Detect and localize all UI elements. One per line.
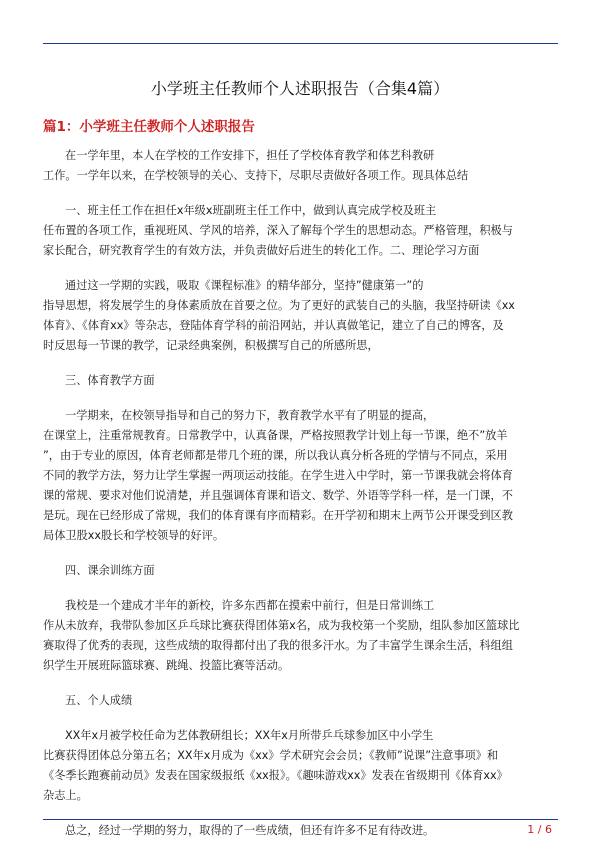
paragraph-line: 指导思想，将发展学生的身体素质放在首要之位。为了更好的武装自己的头脑，我坚持研读《xx	[43, 299, 515, 312]
section-heading	[43, 691, 558, 711]
paragraph-line: XX年x月被学校任命为艺体教研组长；XX年x月所带乒乓球参加区中小学生	[65, 729, 434, 742]
paragraph-line: 课的常规、要求对他们说清楚，并且强调体育课和语文、数学、外语等学科一样，是一门课，不	[43, 489, 513, 502]
paragraph-line: 一、班主任工作在担任x年级x班副班主任工作中，做到认真完成学校及班主	[65, 204, 437, 217]
paragraph-line: 赛取得了优秀的表现，这些成绩的取得都付出了我的很多汗水。为了丰富学生课余生活，科组组	[43, 639, 513, 652]
page-indicator: 1 / 6	[527, 823, 552, 836]
paragraph-line: ”，由于专业的原因，体育老师都是带几个班的课，所以我认真分析各班的学情与不同点，采用	[43, 449, 508, 462]
paragraph-line: 在课堂上，注重常规教育。日常教学中，认真备课，严格按照教学计划上每一节课，绝不”放羊	[43, 429, 508, 442]
paragraph	[43, 821, 558, 841]
paragraph	[43, 146, 558, 186]
paragraph-line: 杂志上。	[43, 789, 88, 802]
paragraph	[43, 276, 558, 356]
document-title: 小学班主任教师个人述职报告（合集4篇）	[150, 79, 450, 98]
paragraph-line: 三、体育教学方面	[65, 374, 155, 387]
paragraph-line: 比赛获得团体总分第五名；XX年x月成为《xx》学术研究会会员；《教师”说课”注意事项》和	[43, 749, 499, 762]
section-title: 篇1：小学班主任教师个人述职报告	[43, 119, 255, 135]
paragraph	[43, 726, 558, 806]
section-heading	[43, 371, 558, 391]
document-body	[43, 146, 558, 856]
paragraph-line: 织学生开展班际篮球赛、跳绳、投篮比赛等活动。	[43, 659, 290, 672]
paragraph-line: 任布置的各项工作，重视班风、学风的培养，深入了解每个学生的思想动态。严格管理，积极与	[43, 224, 513, 237]
paragraph-line: 家长配合，研究教育学生的有效方法，并负责做好后进生的转化工作。二、理论学习方面	[43, 244, 480, 257]
paragraph-line: 总之，经过一学期的努力，取得的了一些成绩，但还有许多不足有待改进。	[65, 824, 435, 837]
paragraph-line: 通过这一学期的实践，吸取《课程标准》的精华部分，坚持”健康第一”的	[65, 279, 424, 292]
section-heading	[43, 561, 558, 581]
paragraph-line: 体育》、《体育xx》等杂志，登陆体育学科的前沿网站，并认真做笔记，建立了自己的博客，及	[43, 319, 504, 332]
footer-rule	[43, 819, 558, 820]
paragraph-line: 局体卫股xx股长和学校领导的好评。	[43, 529, 225, 542]
paragraph-line: 四、课余训练方面	[65, 564, 155, 577]
paragraph-line: 工作。一学年以来，在学校领导的关心、支持下，尽职尽责做好各项工作。现具体总结	[43, 169, 469, 182]
paragraph	[43, 596, 558, 676]
paragraph-line: 一学期来，在校领导指导和自己的努力下，教育教学水平有了明显的提高，	[65, 409, 435, 422]
paragraph-line: 五、个人成绩	[65, 694, 133, 707]
paragraph-line: 是玩。现在已经形成了常规，我们的体育课有序而精彩。在开学初和期末上两节公开课受到区教	[43, 509, 513, 522]
paragraph-line: 不同的教学方法，努力让学生掌握一两项运动技能。在学生进入中学时，第一节课我就会将体育	[43, 469, 513, 482]
header-rule	[43, 43, 558, 44]
paragraph-line: 作从未放弃，我带队参加区乒乓球比赛获得团体第x名，成为我校第一个奖励，组队参加区篮球比	[43, 619, 520, 632]
paragraph-line: 《冬季长跑赛前动员》发表在国家级报纸《xx报》。《趣味游戏xx》发表在省级期刊《体育xx》	[43, 769, 508, 782]
paragraph	[43, 201, 558, 261]
paragraph-line: 时反思每一节课的教学，记录经典案例，积极撰写自己的所感所思，	[43, 339, 379, 352]
paragraph-line: 在一学年里，本人在学校的工作安排下，担任了学校体育教学和体艺科教研	[65, 149, 435, 162]
paragraph-line: 我校是一个建成才半年的新校，许多东西都在摸索中前行，但是日常训练工	[65, 599, 435, 612]
paragraph	[43, 406, 558, 546]
